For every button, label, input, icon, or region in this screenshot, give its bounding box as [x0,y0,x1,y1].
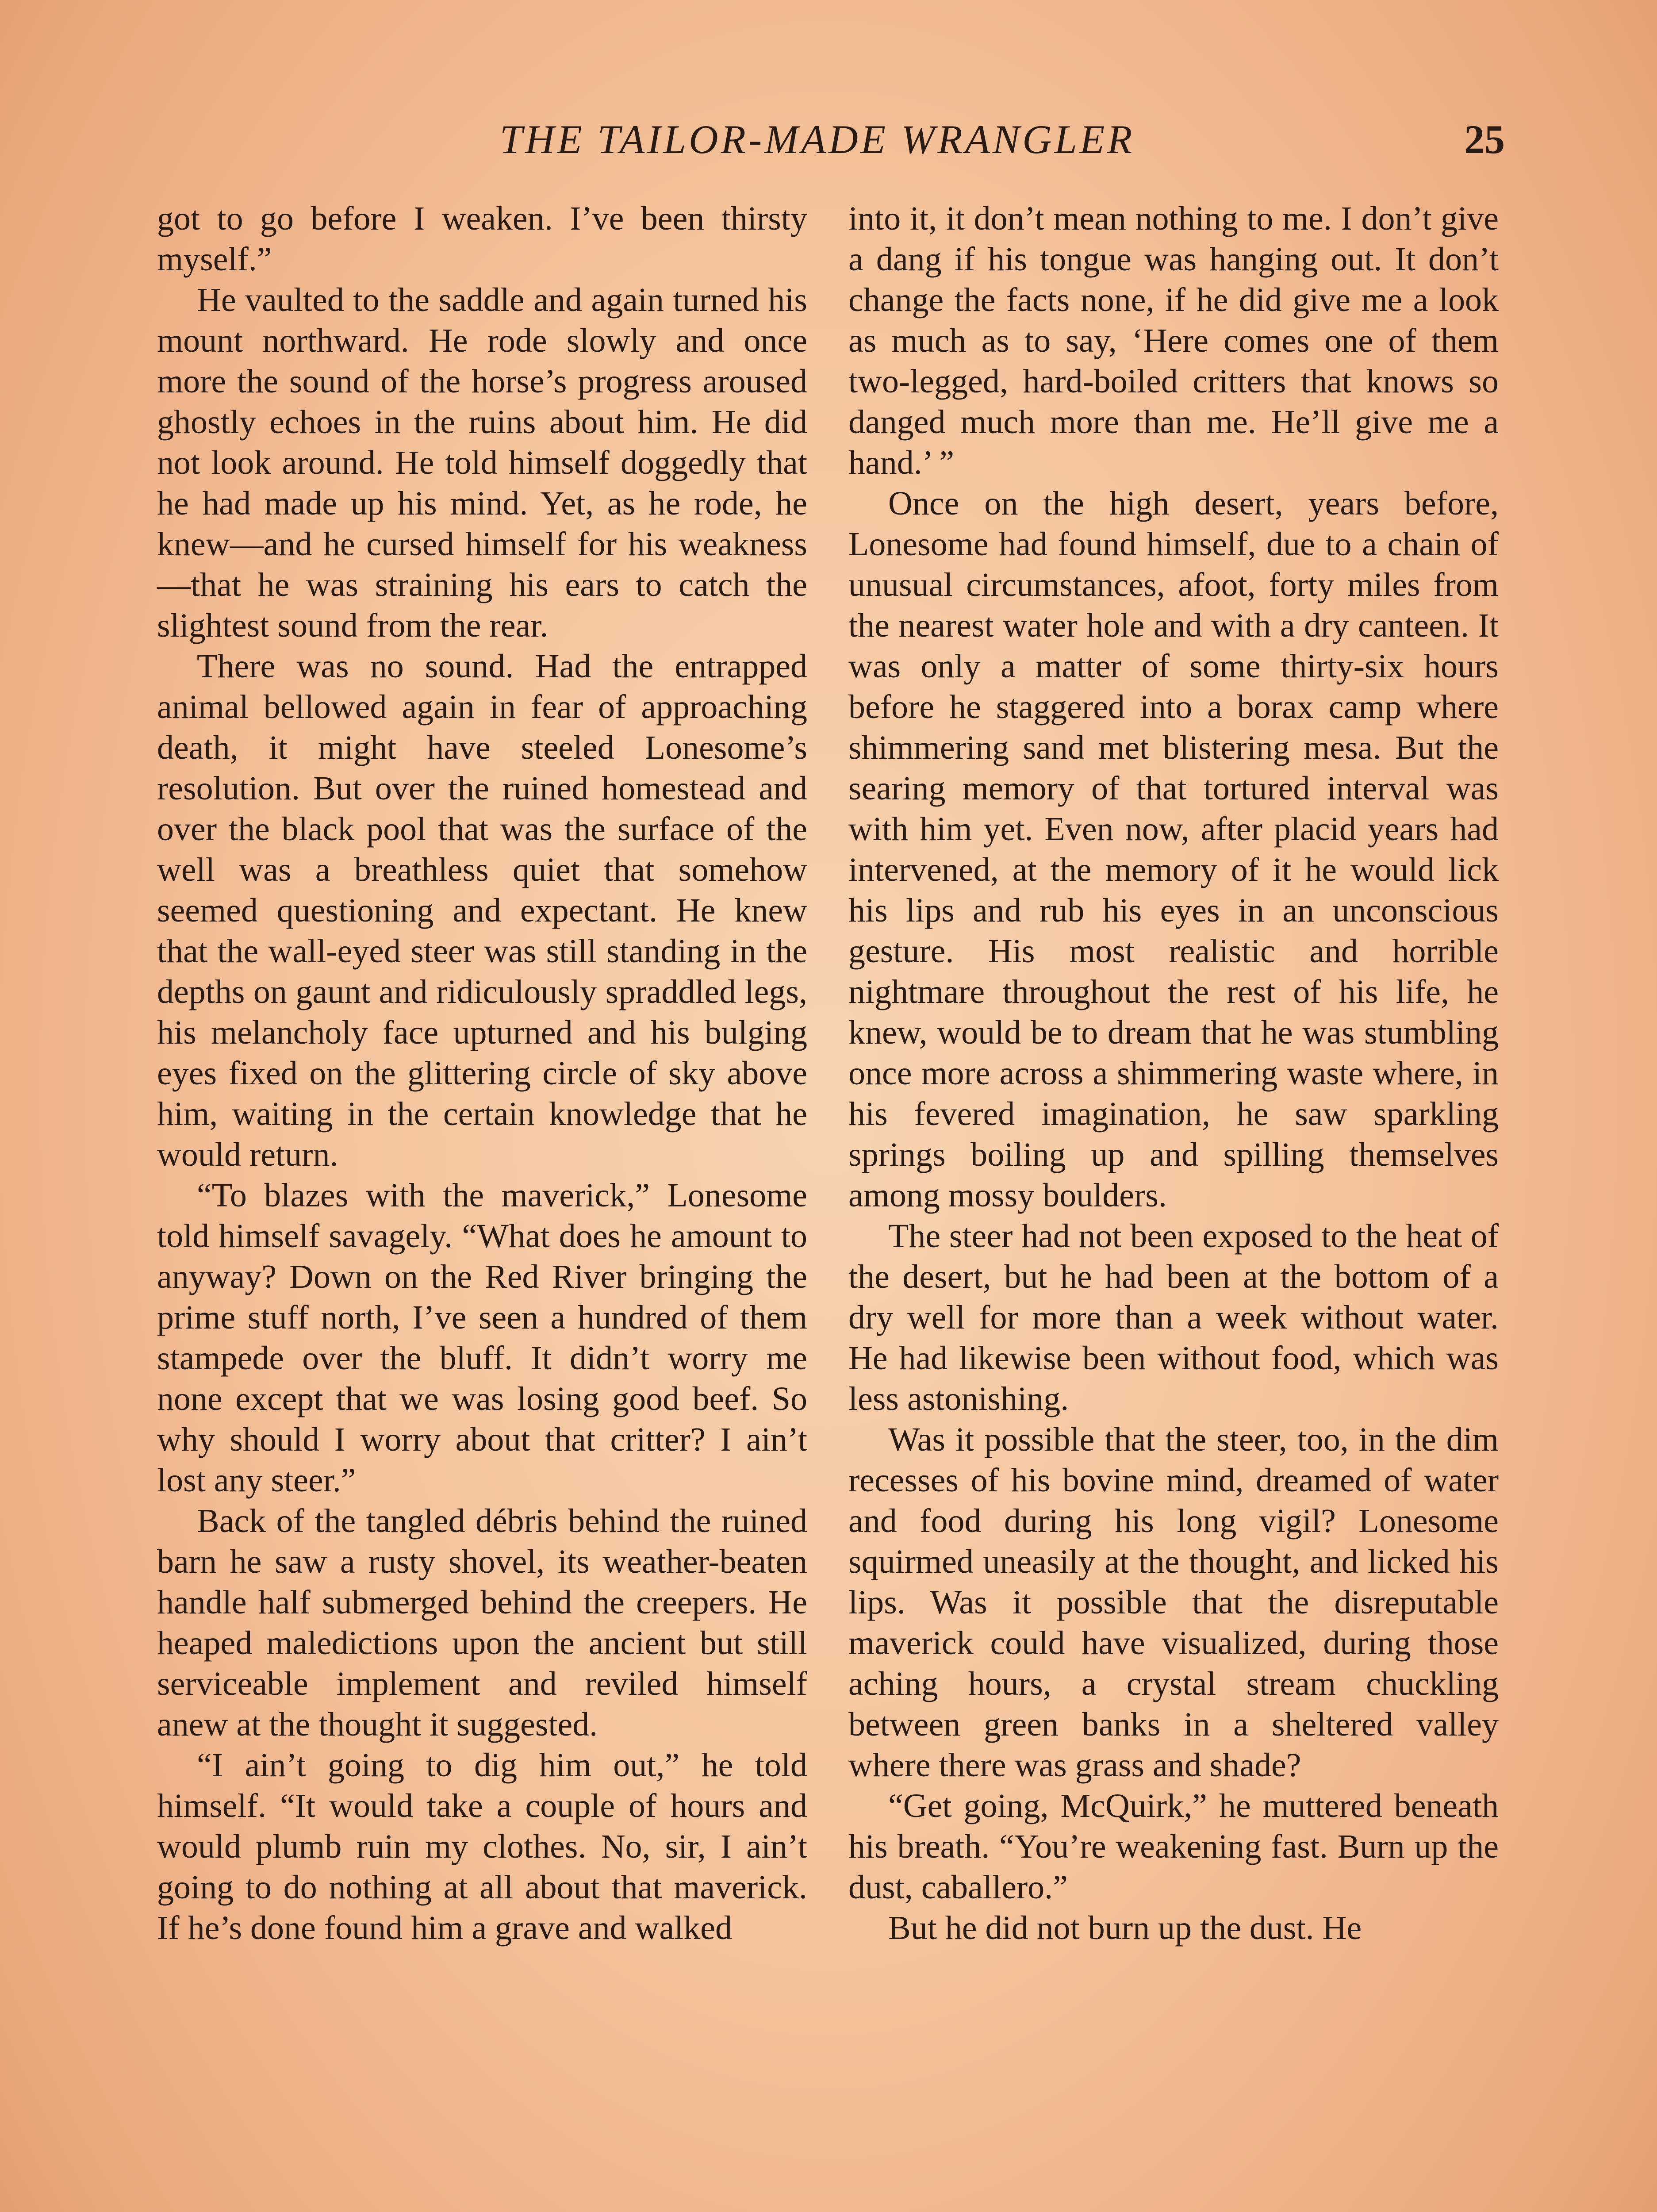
paragraph: The steer had not been exposed to the heat of the desert, but he had been at the bottom of a dry well for more than a week without water. He had likewise been without food, which was less astonishing. [848,1217,1499,1417]
right-column [848,198,1499,1948]
paragraph: Back of the tangled débris behind the ruined barn he saw a rusty shovel, its weather-beaten handle half submerged behind the creepers. He heaped maledictions upon the ancient but still serviceable implement and reviled himself anew at the thought it suggested. [157,1502,807,1743]
paragraph: There was no sound. Had the entrapped animal bellowed again in fear of approaching death, it might have steeled Lonesome’s resolution. But over the ruined homestead and over the black pool that was the surface of the well was a breathless quiet that somehow seemed questioning and expectant. He knew that the wall-eyed steer was still standing in the depths on gaunt and ridiculously spraddled legs, his melancholy face upturned and his bulging eyes fixed on the glittering circle of sky above him, waiting in the certain knowledge that he would return. [157,648,807,1173]
paragraph: Was it possible that the steer, too, in the dim recesses of his bovine mind, dreamed of water and food during his long vigil? Lonesome squirmed uneasily at the thought, and licked his lips. Was it possible that the disreputable maverick could have visualized, during those aching hours, a crystal stream chuckling between green banks in a sheltered valley where there was grass and shade? [848,1421,1499,1784]
page-number: 25 [1464,117,1505,162]
paragraph: got to go before I weaken. I’ve been thirsty myself.” [157,200,807,278]
paragraph: “To blazes with the maverick,” Lonesome told himself savagely. “What does he amount to anyway? Down on the Red River bringing the prime stuff north, I’ve seen a hundred of them stampede over the bluff. It didn’t worry me none except that we was losing good beef. So why should I worry about that critter? I ain’t lost any steer.” [157,1177,807,1499]
running-title: THE TAILOR-MADE WRANGLER [500,117,1135,162]
paragraph: “I ain’t going to dig him out,” he told himself. “It would take a couple of hours and would plumb ruin my clothes. No, sir, I ain’t going to do nothing at all about that maverick. If he’s done found him a grave and walked [157,1747,807,1947]
left-column [157,198,807,1948]
paragraph: into it, it don’t mean nothing to me. I don’t give a dang if his tongue was hanging out. It don’t change the facts none, if he did give me a look as much as to say, ‘Here comes one of them two-legged, hard-boiled critters that knows so danged much more than me. He’ll give me a hand.’ ” [848,200,1499,481]
paragraph: Once on the high desert, years before, Lonesome had found himself, due to a chain of unusual circumstances, afoot, forty miles from the nearest water hole and with a dry canteen. It was only a matter of some thirty-six hours before he staggered into a borax camp where shimmering sand met blistering mesa. But the searing memory of that tortured interval was with him yet. Even now, after placid years had intervened, at the memory of it he would lick his lips and rub his eyes in an unconscious gesture. His most realistic and horrible nightmare throughout the rest of his life, he knew, would be to dream that he was stumbling once more across a shimmering waste where, in his fevered imagination, he saw sparkling springs boiling up and spilling themselves among mossy boulders. [848,485,1499,1214]
paragraph: He vaulted to the saddle and again turned his mount northward. He rode slowly and once more the sound of the horse’s progress aroused ghostly echoes in the ruins about him. He did not look around. He told himself doggedly that he had made up his mind. Yet, as he rode, he knew—and he cursed himself for his weakness—that he was straining his ears to catch the slightest sound from the rear. [157,281,807,644]
paragraph: “Get going, McQuirk,” he muttered beneath his breath. “You’re weakening fast. Burn up the dust, caballero.” [848,1787,1499,1906]
paragraph: But he did not burn up the dust. He [888,1909,1362,1947]
